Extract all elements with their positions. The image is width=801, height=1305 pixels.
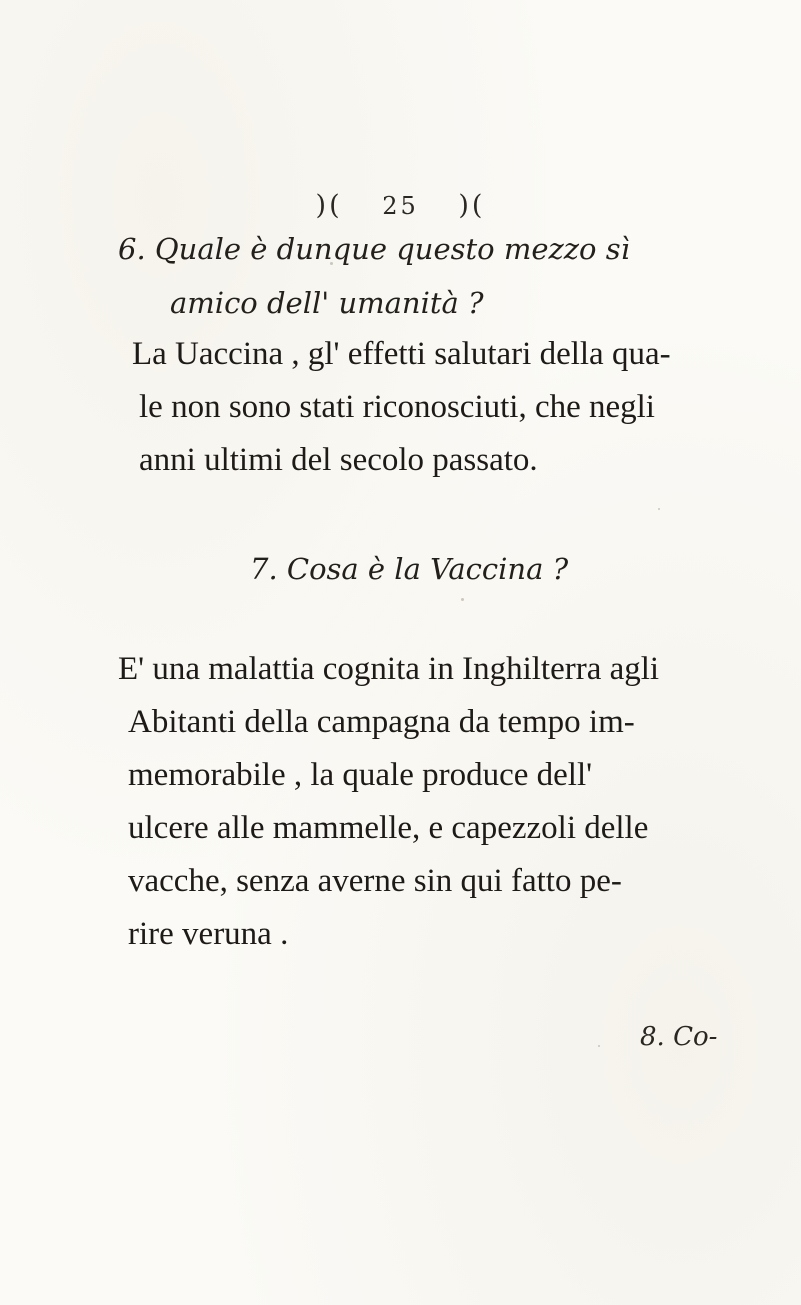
answer-6-line: le non sono stati riconosciuti, che negli [139, 389, 655, 425]
answer-7-line: memorabile , la quale produce dell' [128, 757, 593, 793]
paper-speck [598, 1045, 600, 1047]
question-7 [250, 542, 650, 596]
answer-6-line: anni ultimi del secolo passato. [139, 442, 538, 478]
page-header [0, 190, 801, 221]
answer-6-paragraph [132, 328, 692, 487]
answer-7-line: vacche, senza averne sin qui fatto pe- [128, 863, 622, 899]
answer-7-line: rire veruna . [128, 916, 289, 952]
answer-7-line: Abitanti della campagna da tempo im- [128, 704, 635, 740]
question-6-number: 6. [118, 232, 146, 266]
page-number: 25 [382, 192, 419, 220]
answer-7-paragraph [118, 643, 698, 961]
answer-6-line: La Uaccina , gl' effetti salutari della qua- [132, 336, 671, 372]
question-6 [118, 222, 678, 330]
paper-speck [461, 598, 464, 601]
answer-7-line: ulcere alle mammelle, e capezzoli delle [128, 810, 649, 846]
left-ornament: )( [315, 190, 343, 221]
right-ornament: )( [458, 190, 486, 221]
paper-speck [658, 508, 660, 510]
question-6-line1: Quale è dunque questo mezzo sì [154, 232, 630, 266]
paper-speck [330, 262, 333, 265]
question-6-line2: amico dell' umanità ? [170, 286, 484, 320]
question-7-number: 7. [250, 552, 278, 586]
answer-7-line: E' una malattia cognita in Inghilterra agli [118, 651, 660, 687]
question-7-text: Cosa è la Vaccina ? [286, 552, 569, 586]
catchword: 8. Co- [640, 1022, 718, 1052]
